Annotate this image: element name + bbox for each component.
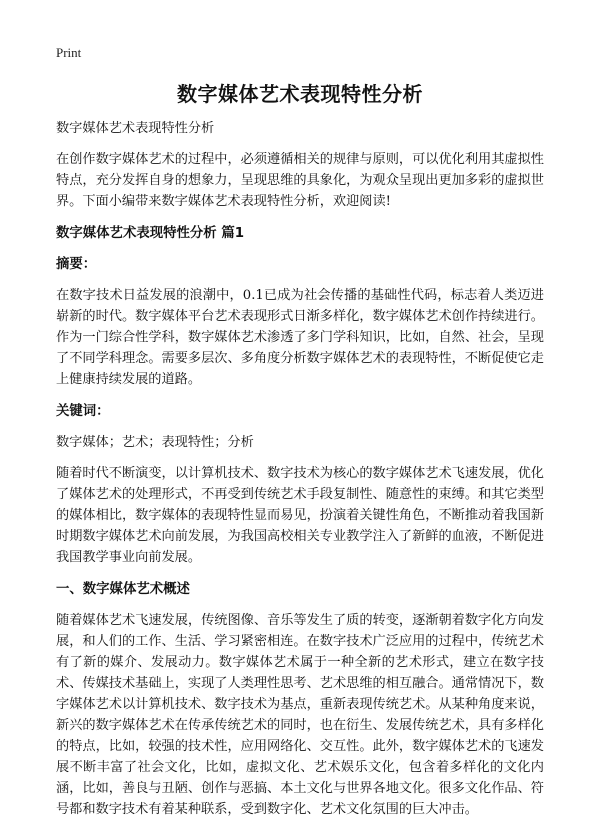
document-title: 数字媒体艺术表现特性分析 bbox=[177, 82, 423, 106]
document-body bbox=[56, 118, 544, 820]
keywords-paragraph: 数字媒体；艺术；表现特性；分析 bbox=[56, 435, 254, 450]
document-subtitle: 数字媒体艺术表现特性分析 bbox=[56, 121, 215, 136]
article-heading: 数字媒体艺术表现特性分析 篇1 bbox=[56, 226, 245, 241]
print-link[interactable]: Print bbox=[56, 45, 82, 60]
section-paragraph: 随着媒体艺术飞速发展，传统图像、音乐等发生了质的转变，逐渐朝着数字化方向发展，和人们的工作、生活、学习紧密相连。在数字技术广泛应用的过程中，传统艺术有了新的媒介、发展动力。数字媒体艺术属于一种全新的艺术形式，建立在数字技术、传媒技术基础上，实现了人类理性思考、艺术思维的相互融合。通常情况下，数字媒体艺术以计算机技术、数字技术为基点，重新表现传统艺术。从某种角度来说，新兴的数字媒体艺术在传承传统艺术的同时，也在衍生、发展传统艺术，具有多样化的特点，比如，较强的技术性，应用网络化、交互性。此外，数字媒体艺术的飞速发展不断丰富了社会文化，比如，虚拟文化、艺术娱乐文化，包含着多样化的文化内涵，比如，善良与丑陋、创作与恶搞、本土文化与世界各地文化。很多文化作品、符号都和数字技术有着某种联系，受到数字化、艺术文化氛围的巨大冲击。 bbox=[56, 613, 544, 817]
abstract-paragraph: 在数字技术日益发展的浪潮中，0.1已成为社会传播的基础性代码，标志着人类迈进崭新的时代。数字媒体平台艺术表现形式日渐多样化，数字媒体艺术创作持续进行。作为一门综合性学科，数字媒体艺术渗透了多门学科知识，比如，自然、社会，呈现了不同学科理念。需要多层次、多角度分析数字媒体艺术的表现特性，不断促使它走上健康持续发展的道路。 bbox=[56, 288, 544, 387]
intro-paragraph: 在创作数字媒体艺术的过程中，必须遵循相关的规律与原则，可以优化利用其虚拟性特点，充分发挥自身的想象力，呈现思维的具象化，为观众呈现出更加多彩的虚拟世界。下面小编带来数字媒体艺术表现特性分析，欢迎阅读! bbox=[56, 152, 544, 209]
keywords-heading: 关键词： bbox=[56, 404, 110, 419]
abstract-heading: 摘要： bbox=[56, 257, 97, 272]
section-heading: 一、数字媒体艺术概述 bbox=[56, 582, 190, 597]
body-paragraph: 随着时代不断演变，以计算机技术、数字技术为核心的数字媒体艺术飞速发展，优化了媒体艺术的处理形式，不再受到传统艺术手段复制性、随意性的束缚。和其它类型的媒体相比，数字媒体的表现特性显而易见，扮演着关键性角色，不断推动着我国新时期数字媒体艺术向前发展，为我国高校相关专业教学注入了新鲜的血液，不断促进我国教学事业向前发展。 bbox=[56, 466, 544, 565]
